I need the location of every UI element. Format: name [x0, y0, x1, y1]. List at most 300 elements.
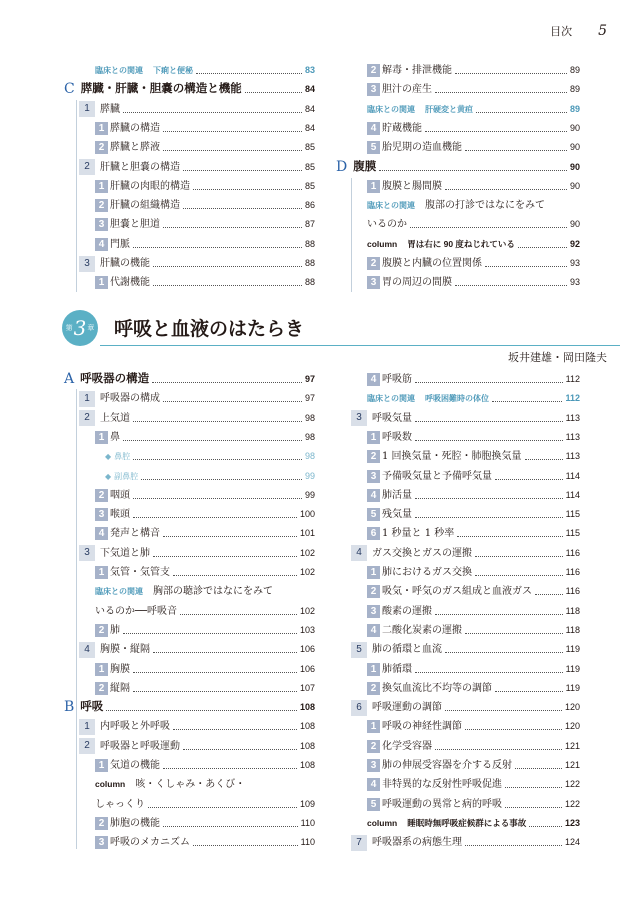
chapter-title: 呼吸と血液のはたらき [114, 319, 305, 340]
toc-entry[interactable] [79, 718, 315, 735]
dot-leader [152, 382, 302, 383]
section-letter: A [64, 371, 75, 387]
toc-entry[interactable] [367, 390, 580, 407]
entry-page: 90 [569, 161, 580, 172]
toc-entry[interactable] [367, 487, 580, 504]
page-header [550, 23, 607, 39]
dot-leader [435, 614, 563, 615]
toc-entry[interactable] [367, 603, 580, 620]
entry-page: 102 [299, 605, 315, 616]
entry-title: 呼吸器の構成 [100, 393, 160, 405]
entry-page: 98 [304, 431, 315, 442]
entry-title: 肝臓と胆嚢の構造 [100, 161, 180, 173]
dot-leader [183, 170, 302, 171]
entry-title: ガス交換とガスの運搬 [372, 547, 472, 559]
entry-number-badge: 2 [95, 624, 108, 637]
dot-leader [525, 459, 563, 460]
entry-title: 肺におけるガス交換 [382, 567, 472, 578]
dot-leader [196, 73, 302, 74]
section-letter: D [336, 158, 348, 175]
toc-entry[interactable] [64, 371, 315, 388]
chapter-authors: 坂井建雄・岡田隆夫 [508, 351, 607, 364]
entry-page: 101 [299, 528, 315, 539]
entry-page: 85 [304, 161, 315, 172]
entry-page: 84 [304, 84, 315, 95]
dot-leader [515, 768, 562, 769]
entry-number-badge: 3 [367, 83, 380, 96]
toc-entry[interactable] [95, 680, 315, 697]
dot-leader [455, 73, 567, 74]
entry-number-badge: 1 [79, 391, 95, 407]
entry-number-badge: 4 [367, 373, 380, 386]
toc-entry[interactable] [367, 371, 580, 388]
entry-title: 喉頭 [110, 509, 130, 521]
entry-title: 門脈 [110, 238, 130, 250]
entry-title: 解毒・排泄機能 [382, 65, 452, 76]
entry-page: 87 [304, 219, 315, 230]
entry-title: 吸気・呼気のガス組成と血液ガス [382, 586, 532, 598]
entry-page: 85 [304, 180, 315, 191]
entry-title: 呼吸数 [382, 431, 412, 443]
entry-title: 換気血流比不均等の調節 [382, 682, 492, 694]
page-number: 5 [598, 23, 607, 39]
entry-page: 84 [304, 103, 315, 114]
entry-title: 非特異的な反射性呼吸促進 [382, 779, 502, 791]
entry-number-badge: 5 [367, 508, 380, 521]
entry-page: 102 [299, 567, 315, 577]
entry-title: 予備吸気量と予備呼気量 [382, 470, 492, 482]
entry-number-badge: 1 [367, 663, 380, 676]
toc-entry[interactable] [95, 178, 315, 195]
dot-leader [123, 633, 297, 634]
toc-entry[interactable] [367, 583, 580, 600]
entry-page: 119 [565, 663, 580, 674]
entry-page: 84 [304, 122, 315, 133]
toc-entry[interactable] [367, 139, 580, 156]
entry-page: 120 [564, 702, 580, 713]
entry-number-badge: 4 [367, 122, 380, 135]
entry-page: 119 [565, 682, 580, 693]
entry-title: 胆嚢と胆道 [110, 219, 160, 231]
dot-leader [245, 92, 302, 93]
entry-title: 呼吸筋 [382, 374, 412, 385]
toc-entry[interactable] [95, 197, 315, 214]
entry-number-badge: 4 [351, 545, 367, 561]
dot-leader [173, 729, 297, 730]
toc-entry[interactable] [95, 506, 315, 523]
entry-title: 1 回換気量・死腔・肺胞換気量 [382, 451, 522, 463]
toc-entry[interactable] [367, 564, 580, 581]
toc-entry[interactable] [351, 545, 580, 562]
toc-entry[interactable] [79, 641, 315, 658]
entry-title: 胸膜・縦隔 [100, 644, 150, 656]
entry-page: 121 [564, 760, 580, 770]
entry-number-badge: 3 [367, 470, 380, 483]
entry-title: 膵臓 [100, 103, 120, 115]
entry-page: 97 [304, 374, 315, 384]
entry-title: 肺 [110, 624, 120, 636]
entry-title: 胃は右に 90 度ねじれている [407, 238, 515, 249]
entry-number-badge: 1 [95, 122, 108, 135]
dot-leader [163, 536, 297, 537]
toc-entry[interactable] [95, 62, 315, 79]
entry-page: 110 [300, 837, 315, 848]
entry-title: 咳・くしゃみ・あくび・ [135, 779, 246, 791]
entry-title: いるのか [367, 219, 407, 231]
entry-page: 114 [565, 489, 580, 500]
toc-entry[interactable] [367, 236, 580, 253]
dot-leader [183, 749, 297, 750]
toc-entry[interactable] [95, 622, 315, 639]
entry-page: 98 [304, 451, 315, 462]
entry-title: 膵臓・肝臓・胆嚢の構造と機能 [80, 83, 242, 96]
toc-entry[interactable] [95, 603, 315, 620]
dot-leader [133, 421, 302, 422]
entry-number-badge: 5 [367, 798, 380, 811]
toc-entry[interactable] [367, 101, 580, 118]
dot-leader [415, 517, 563, 518]
entry-title: 二酸化炭素の運搬 [382, 624, 462, 636]
dot-leader [163, 401, 302, 402]
entry-number-badge: 1 [95, 663, 108, 676]
entry-title: 代謝機能 [110, 277, 150, 289]
toc-entry[interactable] [95, 564, 315, 581]
entry-title: 酸素の運搬 [382, 605, 432, 617]
dot-leader [415, 672, 563, 673]
dot-leader [445, 710, 562, 711]
clinical-tag: 臨床との関連 [95, 587, 143, 597]
toc-entry[interactable] [367, 680, 580, 697]
toc-entry[interactable] [367, 448, 580, 465]
dot-leader [193, 189, 302, 190]
clinical-tag: 臨床との関連 [95, 66, 143, 75]
toc-entry[interactable] [336, 159, 580, 176]
toc-entry[interactable] [351, 834, 580, 851]
toc-entry[interactable] [367, 81, 580, 98]
entry-number-badge: 2 [79, 410, 95, 426]
toc-entry[interactable] [95, 216, 315, 233]
entry-number-badge: 1 [95, 180, 108, 193]
toc-entry[interactable] [367, 718, 580, 735]
toc-entry[interactable] [95, 236, 315, 253]
toc-entry[interactable] [79, 410, 315, 427]
entry-title: 肝臓の組織構造 [110, 200, 180, 212]
dot-leader [153, 285, 302, 286]
toc-entry[interactable] [351, 641, 580, 658]
entry-title: 鼻腔 [114, 452, 131, 462]
entry-page: 89 [569, 103, 580, 114]
entry-title: 膵臓と膵液 [110, 142, 160, 154]
toc-entry[interactable] [367, 815, 580, 832]
toc-entry[interactable] [367, 178, 580, 195]
dot-leader [505, 807, 562, 808]
entry-title: 肺の循環と血流 [372, 644, 442, 656]
dot-leader [435, 749, 562, 750]
entry-page: 118 [565, 605, 580, 616]
entry-title: 胸部の聴診ではなにをみて [153, 586, 273, 598]
dot-leader [153, 266, 302, 267]
entry-page: 112 [565, 393, 580, 404]
dot-leader [445, 652, 563, 653]
dot-leader [173, 575, 297, 576]
entry-title: 内呼吸と外呼吸 [100, 721, 170, 733]
entry-title: 膵臓の構造 [110, 122, 160, 134]
dot-leader [476, 112, 567, 113]
chapter-number: 3 [73, 316, 87, 340]
entry-number-badge: 4 [367, 778, 380, 791]
toc-entry[interactable] [95, 661, 315, 678]
entry-title: 腹膜と腸間膜 [382, 180, 442, 192]
entry-number-badge: 1 [367, 720, 380, 733]
toc-entry[interactable] [367, 796, 580, 813]
toc-entry[interactable] [95, 120, 315, 137]
entry-page: 116 [565, 547, 580, 558]
entry-number-badge: 2 [95, 682, 108, 695]
entry-number-badge: 3 [367, 759, 380, 772]
toc-entry[interactable] [64, 81, 315, 98]
dot-leader [425, 131, 567, 132]
dot-leader [153, 652, 297, 653]
entry-number-badge: 2 [367, 64, 380, 77]
entry-page: 90 [569, 180, 580, 191]
entry-title: 肝硬変と黄疸 [425, 104, 473, 114]
dot-leader [465, 845, 562, 846]
entry-page: 89 [569, 65, 580, 75]
entry-page: 88 [304, 277, 315, 288]
dot-leader [495, 691, 563, 692]
dot-leader [193, 845, 298, 846]
entry-title: 呼吸困難時の体位 [425, 394, 489, 404]
toc-entry[interactable] [79, 545, 315, 562]
entry-title: 胎児期の造血機能 [382, 142, 462, 154]
chapter-heading [62, 310, 620, 346]
toc-entry[interactable] [367, 255, 580, 272]
entry-number-badge: 7 [351, 835, 367, 851]
entry-title: 腹膜と内臓の位置関係 [382, 258, 482, 269]
toc-entry[interactable] [367, 525, 580, 542]
entry-title: 呼吸の神経性調節 [382, 721, 462, 733]
chapter-suffix: 章 [87, 324, 95, 332]
entry-page: 115 [565, 509, 580, 520]
dot-leader [492, 401, 562, 402]
entry-title: 胸膜 [110, 663, 130, 675]
entry-number-badge: 2 [95, 817, 108, 830]
entry-number-badge: 3 [367, 605, 380, 618]
entry-page: 121 [564, 740, 580, 751]
toc-entry[interactable] [95, 776, 315, 793]
entry-number-badge: 3 [351, 410, 367, 426]
dot-leader [475, 575, 563, 576]
entry-page: 119 [565, 644, 580, 655]
entry-page: 93 [569, 277, 580, 288]
dot-leader [475, 556, 563, 557]
entry-page: 100 [299, 509, 315, 520]
entry-number-badge: 1 [95, 759, 108, 772]
entry-number-badge: 6 [367, 527, 380, 540]
toc-entry[interactable] [95, 429, 315, 446]
entry-title: 1 秒量と 1 秒率 [382, 528, 455, 540]
dot-leader [180, 614, 297, 615]
toc-entry[interactable] [367, 776, 580, 793]
entry-page: 86 [304, 200, 315, 211]
entry-title: 残気量 [382, 509, 412, 521]
entry-page: 83 [304, 65, 315, 75]
header-label: 目次 [550, 25, 573, 38]
dot-leader [133, 691, 297, 692]
entry-page: 109 [299, 798, 315, 809]
entry-page: 90 [569, 219, 580, 230]
toc-entry[interactable] [79, 255, 315, 272]
entry-title: 下気道と肺 [100, 547, 150, 559]
entry-title: 化学受容器 [382, 740, 432, 752]
toc-entry[interactable] [367, 216, 580, 233]
entry-number-badge: 2 [79, 738, 95, 754]
entry-number-badge: 3 [95, 836, 108, 849]
toc-entry[interactable] [79, 101, 315, 118]
dot-leader [148, 807, 297, 808]
chapter-badge [62, 310, 98, 346]
entry-title: 呼吸気量 [372, 412, 412, 424]
toc-entry[interactable] [367, 120, 580, 137]
toc-entry[interactable] [64, 699, 315, 716]
entry-page: 103 [299, 624, 315, 635]
dot-leader [163, 131, 302, 132]
entry-page: 124 [564, 837, 580, 848]
entry-title: 発声と構音 [110, 528, 160, 540]
column-rule [76, 100, 77, 292]
entry-title: 下痢と便秘 [153, 66, 193, 75]
dot-leader [465, 150, 567, 151]
entry-page: 88 [304, 258, 315, 268]
entry-page: 99 [304, 489, 315, 500]
entry-page: 97 [304, 393, 315, 404]
toc-entry[interactable] [95, 139, 315, 156]
entry-page: 110 [300, 817, 315, 828]
toc-entry[interactable] [367, 274, 580, 291]
toc-entry[interactable] [367, 757, 580, 774]
toc-entry[interactable] [95, 796, 315, 813]
toc-entry[interactable] [367, 197, 580, 214]
entry-number-badge: 4 [95, 238, 108, 251]
entry-page: 85 [304, 142, 315, 153]
column-rule [76, 389, 77, 849]
section-letter: B [64, 699, 75, 716]
toc-entry[interactable] [367, 661, 580, 678]
toc-entry[interactable] [105, 468, 315, 485]
column-tag: column [367, 817, 398, 828]
entry-number-badge: 4 [79, 642, 95, 658]
toc-entry[interactable] [95, 834, 315, 851]
dot-leader [415, 421, 563, 422]
dot-leader [518, 247, 567, 248]
toc-entry[interactable] [95, 525, 315, 542]
column-rule [351, 178, 352, 292]
entry-page: 113 [565, 431, 580, 442]
toc-entry[interactable] [95, 487, 315, 504]
entry-number-badge: 1 [79, 101, 95, 117]
entry-page: 108 [299, 702, 315, 713]
entry-title: 肝臓の肉眼的構造 [110, 180, 190, 192]
entry-number-badge: 3 [367, 276, 380, 289]
entry-title: 肝臓の機能 [100, 258, 150, 269]
toc-entry[interactable] [367, 429, 580, 446]
entry-number-badge: 4 [95, 527, 108, 540]
dot-leader [133, 498, 302, 499]
entry-page: 93 [569, 258, 580, 268]
entry-page: 123 [564, 817, 580, 828]
entry-title: 呼吸のメカニズム [110, 837, 190, 849]
entry-number-badge: 2 [367, 682, 380, 695]
dot-leader [529, 826, 562, 827]
entry-page: 88 [304, 238, 315, 249]
toc-entry[interactable] [79, 390, 315, 407]
toc-entry[interactable] [95, 815, 315, 832]
entry-number-badge: 1 [79, 719, 95, 735]
entry-page: 114 [565, 470, 580, 481]
toc-entry[interactable] [95, 583, 315, 600]
toc-entry[interactable] [79, 159, 315, 176]
entry-number-badge: 4 [367, 489, 380, 502]
entry-title: 気道の機能 [110, 760, 160, 771]
entry-title: 肺の伸展受容器を介する反射 [382, 760, 512, 771]
toc-entry[interactable] [351, 410, 580, 427]
diamond-icon: ◆ [105, 471, 112, 481]
toc-entry[interactable] [367, 62, 580, 79]
dot-leader [495, 479, 563, 480]
entry-page: 108 [299, 740, 315, 751]
entry-page: 113 [565, 412, 580, 423]
toc-entry[interactable] [367, 468, 580, 485]
dot-leader [133, 672, 297, 673]
toc-entry[interactable] [367, 506, 580, 523]
entry-title: 胆汁の産生 [382, 84, 432, 96]
entry-page: 118 [565, 624, 580, 635]
entry-number-badge: 2 [367, 740, 380, 753]
dot-leader [485, 266, 567, 267]
toc-entry[interactable] [351, 699, 580, 716]
dot-leader [123, 440, 302, 441]
toc-entry[interactable] [79, 738, 315, 755]
entry-number-badge: 2 [95, 489, 108, 502]
entry-number-badge: 2 [79, 159, 95, 175]
dot-leader [153, 556, 297, 557]
toc-entry[interactable] [95, 757, 315, 774]
entry-number-badge: 1 [367, 431, 380, 444]
entry-number-badge: 3 [95, 218, 108, 231]
entry-title: 呼吸 [80, 701, 104, 714]
entry-page: 122 [564, 798, 580, 809]
toc-entry[interactable] [95, 274, 315, 291]
entry-page: 108 [299, 721, 315, 732]
entry-page: 108 [299, 760, 315, 770]
toc-entry[interactable] [367, 738, 580, 755]
entry-number-badge: 1 [367, 566, 380, 579]
chapter-rule [100, 345, 620, 346]
toc-entry[interactable] [367, 622, 580, 639]
dot-leader [535, 594, 563, 595]
dot-leader [163, 826, 298, 827]
clinical-tag: 臨床との関連 [367, 201, 415, 211]
dot-leader [141, 479, 302, 480]
entry-number-badge: 2 [367, 585, 380, 598]
entry-number-badge: 1 [95, 431, 108, 444]
toc-entry[interactable] [105, 448, 315, 465]
dot-leader [435, 92, 567, 93]
entry-page: 106 [299, 663, 315, 674]
entry-title: 呼吸器の構造 [80, 373, 150, 385]
entry-page: 113 [565, 451, 580, 462]
entry-number-badge: 5 [367, 141, 380, 154]
